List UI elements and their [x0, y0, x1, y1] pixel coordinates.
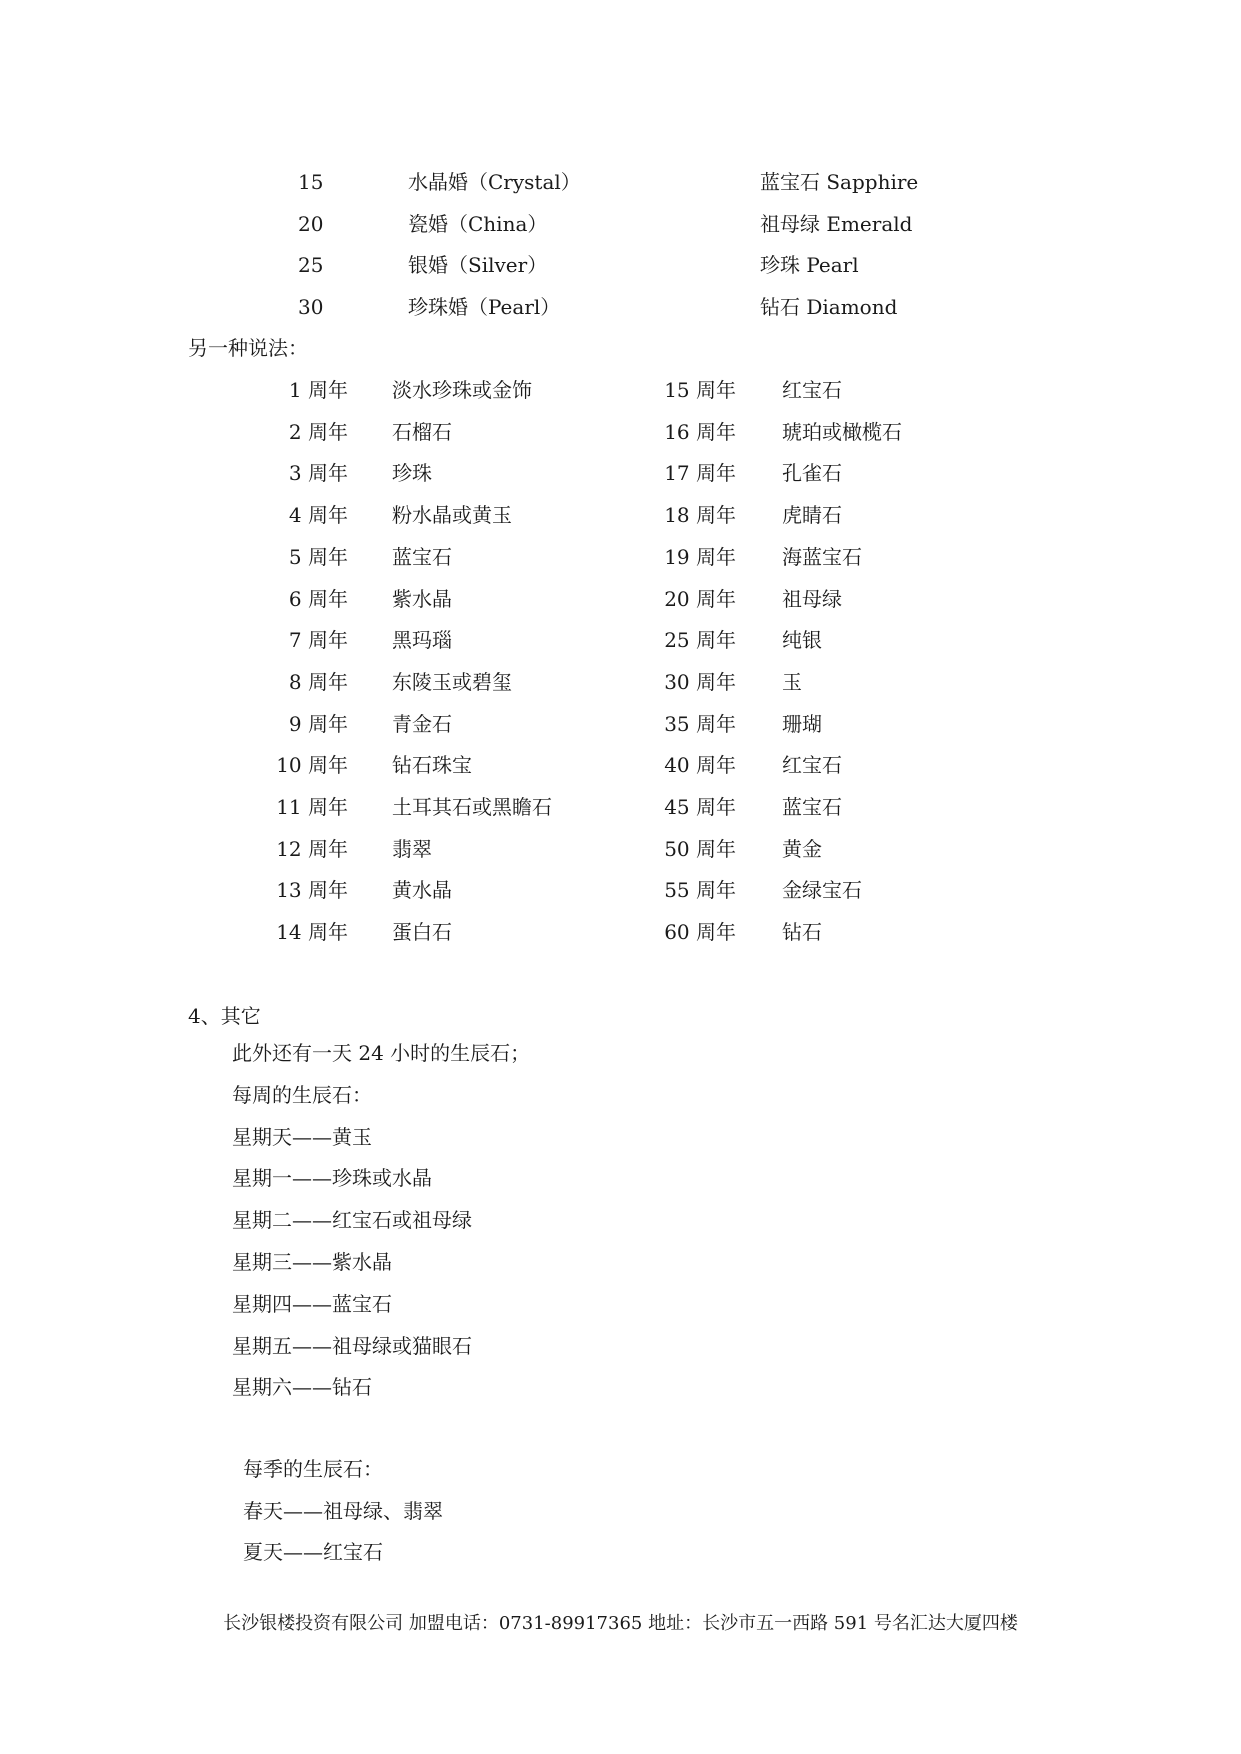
gem-label: 蓝宝石 — [392, 544, 452, 569]
anniversary-year: 20 — [298, 211, 324, 236]
list-item: 星期一——珍珠或水晶 — [232, 1166, 432, 1191]
year-label: 4 周年 — [288, 503, 348, 528]
gem-label: 紫水晶 — [392, 586, 452, 611]
anniversary-year: 25 — [298, 253, 324, 277]
list-item — [0, 587, 1241, 611]
year-label: 19 周年 — [664, 544, 736, 569]
year-label: 16 周年 — [664, 419, 736, 444]
gem-label: 黑玛瑙 — [392, 628, 452, 653]
birthstone-list — [232, 1033, 530, 1409]
alt-heading-text: 另一种说法： — [188, 336, 308, 360]
list-item — [0, 545, 1241, 569]
list-item: 星期天——黄玉 — [232, 1124, 372, 1149]
list-item: 星期二——红宝石或祖母绿 — [232, 1208, 472, 1233]
gem-label: 翡翠 — [392, 836, 432, 861]
gem-label: 淡水珍珠或金饰 — [392, 378, 532, 402]
list-item — [0, 503, 1241, 527]
year-label: 12 周年 — [276, 836, 348, 861]
gem-label: 虎睛石 — [782, 503, 842, 528]
year-label: 7 周年 — [288, 628, 348, 653]
list-item — [0, 712, 1241, 736]
gem-label: 东陵玉或碧玺 — [392, 669, 512, 694]
section-4-heading: 4、其它 — [188, 1004, 261, 1028]
list-item — [0, 795, 1241, 819]
gem-label: 土耳其石或黑瞻石 — [392, 795, 552, 819]
year-label: 14 周年 — [276, 920, 348, 945]
anniversary-name: 瓷婚（China） — [408, 211, 548, 236]
year-label: 35 周年 — [664, 711, 736, 736]
list-item: 春天——祖母绿、翡翠 — [243, 1498, 443, 1523]
anniversary-gem: 钻石 Diamond — [760, 294, 898, 319]
year-label: 2 周年 — [288, 419, 348, 444]
gem-label: 孔雀石 — [782, 461, 842, 486]
year-label: 3 周年 — [288, 461, 348, 486]
gem-label: 珍珠 — [392, 461, 432, 486]
year-label: 45 周年 — [664, 795, 736, 819]
list-item: 星期三——紫水晶 — [232, 1249, 392, 1274]
year-label: 55 周年 — [664, 878, 736, 903]
year-label: 13 周年 — [276, 878, 348, 903]
gem-label: 红宝石 — [782, 753, 842, 778]
year-label: 8 周年 — [288, 669, 348, 694]
list-item: 每周的生辰石： — [232, 1082, 372, 1107]
gem-label: 黄水晶 — [392, 878, 452, 903]
anniversary-gem: 珍珠 Pearl — [760, 253, 859, 277]
gem-label: 纯银 — [782, 628, 822, 653]
list-item: 夏天——红宝石 — [243, 1540, 383, 1565]
gem-label: 玉 — [782, 669, 802, 694]
year-label: 11 周年 — [276, 795, 348, 819]
anniversary-name: 水晶婚（Crystal） — [408, 170, 581, 194]
gem-label: 蓝宝石 — [782, 795, 842, 819]
year-label: 18 周年 — [664, 503, 736, 528]
list-item — [0, 837, 1241, 861]
list-item — [0, 920, 1241, 944]
year-label: 25 周年 — [664, 628, 736, 653]
gem-label: 蛋白石 — [392, 920, 452, 945]
anniversary-year: 30 — [298, 294, 324, 319]
gem-label: 石榴石 — [392, 419, 452, 444]
gem-label: 海蓝宝石 — [782, 544, 862, 569]
season-heading: 每季的生辰石： — [243, 1457, 383, 1481]
anniversary-year: 15 — [298, 170, 324, 194]
list-item — [0, 420, 1241, 444]
page-footer: 长沙银楼投资有限公司 加盟电话：0731-89917365 地址：长沙市五一西路 591 号名汇达大厦四楼 — [223, 1613, 1018, 1634]
gem-label: 青金石 — [392, 711, 452, 736]
anniversary-name: 银婚（Silver） — [408, 253, 548, 277]
anniversary-name: 珍珠婚（Pearl） — [408, 294, 561, 319]
table-row — [0, 212, 1241, 236]
gem-label: 琥珀或橄榄石 — [782, 419, 902, 444]
season-birthstone-list — [243, 1449, 443, 1574]
year-label: 5 周年 — [288, 544, 348, 569]
list-item: 此外还有一天 24 小时的生辰石； — [232, 1041, 531, 1065]
list-item — [0, 628, 1241, 652]
gem-label: 钻石 — [782, 920, 822, 945]
year-label: 50 周年 — [664, 836, 736, 861]
year-label: 60 周年 — [664, 920, 736, 945]
gem-label: 珊瑚 — [782, 711, 822, 736]
year-label: 17 周年 — [664, 461, 736, 486]
anniversary-gem: 蓝宝石 Sapphire — [760, 170, 919, 194]
year-label: 9 周年 — [288, 711, 348, 736]
list-item — [0, 670, 1241, 694]
year-label: 1 周年 — [288, 378, 348, 402]
gem-label: 红宝石 — [782, 378, 842, 402]
list-item — [0, 461, 1241, 485]
table-row — [0, 253, 1241, 277]
list-item — [0, 378, 1241, 402]
gem-label: 钻石珠宝 — [392, 753, 472, 778]
year-label: 6 周年 — [288, 586, 348, 611]
gem-label: 金绿宝石 — [782, 878, 862, 903]
gem-label: 粉水晶或黄玉 — [392, 503, 512, 528]
list-item: 星期六——钻石 — [232, 1375, 372, 1400]
year-label: 40 周年 — [664, 753, 736, 778]
gem-label: 祖母绿 — [782, 586, 842, 611]
table-row — [0, 170, 1241, 194]
year-label: 30 周年 — [664, 669, 736, 694]
gem-label: 黄金 — [782, 836, 822, 861]
list-item — [0, 878, 1241, 902]
anniversary-gem: 祖母绿 Emerald — [760, 211, 913, 236]
list-item: 星期五——祖母绿或猫眼石 — [232, 1333, 472, 1358]
table-row — [0, 295, 1241, 319]
year-label: 10 周年 — [276, 753, 348, 778]
list-item: 星期四——蓝宝石 — [232, 1291, 392, 1316]
year-label: 15 周年 — [664, 378, 736, 402]
list-item — [0, 753, 1241, 777]
year-label: 20 周年 — [664, 586, 736, 611]
